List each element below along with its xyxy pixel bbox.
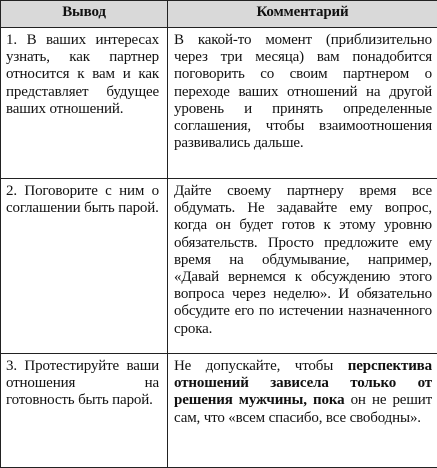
table-row <box>1 28 437 179</box>
conclusion-text: 2. Поговорите с ним о соглашении быть парой. <box>6 183 159 217</box>
conclusion-text: 1. В ваших интересах узнать, как партнер относится к вам и как представляет будущее ваших отношений. <box>6 32 159 118</box>
conclusion-text: 3. Протестируйте ваши отношения на готовность быть парой. <box>6 358 159 410</box>
comment-text: Дайте своему партнеру время все обдумать. Не задавайте ему вопрос, когда он будет готов к этому уровню обязательств. Просто предложите ему время на обдумывание, например, «Давай вернемся к обсуждению этого вопроса через неделю». И обязательно обсудите его по истечении назначенного срока. <box>174 183 432 338</box>
header-comment: Комментарий <box>168 1 437 28</box>
table-header-row <box>1 1 437 28</box>
conclusion-cell <box>1 28 168 179</box>
conclusion-cell <box>1 179 168 354</box>
table-row <box>1 354 437 468</box>
comment-cell <box>168 28 437 179</box>
comment-text-bold-part: перспектива отношений зависела только от решения мужчины, пока <box>174 358 432 408</box>
comment-text-part: Не допускайте, чтобы <box>174 358 348 374</box>
comment-cell <box>168 354 437 468</box>
comment-text: В какой-то момент (приблизительно через три месяца) вам понадобится поговорить со своим партнером о переходе ваших отношений на другой уровень и принять определенные соглашения, чтобы взаимоотношения развивались дальше. <box>174 32 432 152</box>
header-conclusion: Вывод <box>1 1 168 28</box>
comment-text <box>174 358 432 427</box>
conclusion-cell <box>1 354 168 468</box>
comment-text-part: он не решит сам, что «всем спасибо, все свободны». <box>174 392 432 425</box>
table-row <box>1 179 437 354</box>
comment-cell <box>168 179 437 354</box>
